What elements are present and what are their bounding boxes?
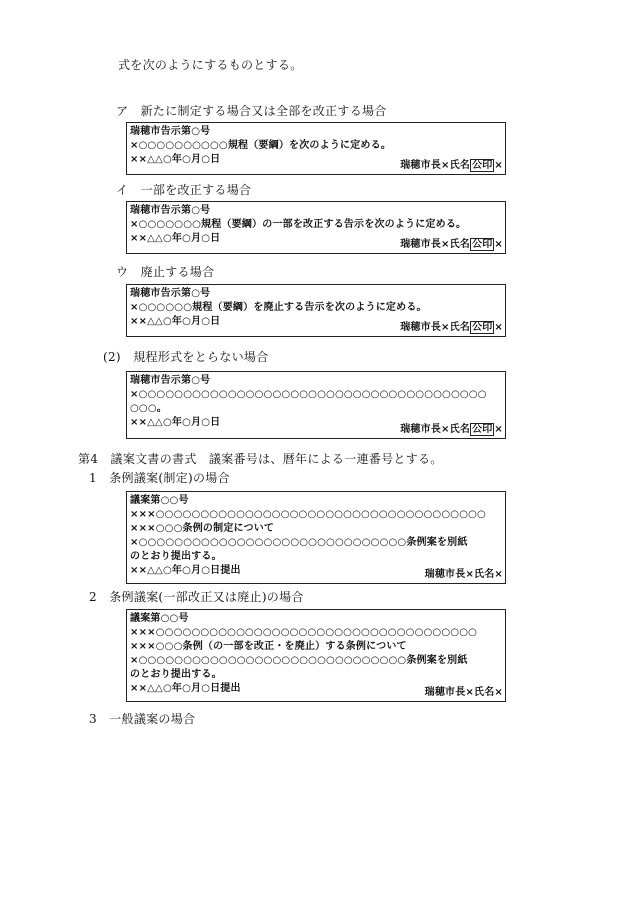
signature: 瑞穂市長×氏名×: [424, 569, 503, 580]
notice-box-a: [126, 122, 506, 175]
notice-date: ××△△○年○月○日: [130, 417, 221, 428]
bill-number: 議案第○○号: [130, 613, 189, 624]
notice-box-u: [126, 284, 506, 337]
notice-number: 瑞穂市告示第○号: [130, 205, 211, 216]
notice-body: ×○○○○○○○規程（要綱）の一部を改正する告示を次のように定める。: [130, 219, 467, 230]
notice-body: ×○○○○○○規程（要綱）を廃止する告示を次のように定める。: [130, 302, 427, 313]
notice-body: ×○○○○○○○○○○○○○○○○○○○○○○○○○○○○○○○○○○○○○○○: [130, 389, 487, 400]
intro-text: 式を次のようにするものとする。: [118, 58, 303, 72]
official-seal: 公印: [472, 160, 493, 171]
bill-line: のとおり提出する。: [130, 551, 222, 562]
signature: 瑞穂市長×氏名×: [424, 687, 503, 698]
signature-name: 瑞穂市長×氏名: [400, 239, 470, 250]
bill-title: ×××○○○条例（の一部を改正・を廃止）する条例について: [130, 641, 407, 652]
bill-line: ×○○○○○○○○○○○○○○○○○○○○○○○○○○○○○○条例案を別紙: [130, 537, 468, 548]
bill-line: ×○○○○○○○○○○○○○○○○○○○○○○○○○○○○○○条例案を別紙: [130, 655, 468, 666]
notice-date: ××△△○年○月○日: [130, 316, 221, 327]
bill-box-1: [126, 491, 506, 584]
section-i-heading: イ 一部を改正する場合: [116, 183, 252, 197]
notice-body: ×○○○○○○○○○○規程（要綱）を次のように定める。: [130, 140, 392, 151]
bill-line: のとおり提出する。: [130, 669, 222, 680]
signature-tail: ×: [494, 239, 503, 250]
notice-box-i: [126, 201, 506, 254]
notice-date: ××△△○年○月○日: [130, 233, 221, 244]
bill-date: ××△△○年○月○日提出: [130, 683, 241, 694]
bill-line: ×××○○○○○○○○○○○○○○○○○○○○○○○○○○○○○○○○○○○○○: [130, 509, 486, 520]
official-seal: 公印: [472, 239, 493, 250]
signature-name: 瑞穂市長×氏名: [400, 160, 470, 171]
signature-name: 瑞穂市長×氏名: [400, 424, 470, 435]
section-4-heading: 第4 議案文書の書式 議案番号は、暦年による一連番号とする。: [78, 452, 443, 466]
official-seal: 公印: [472, 322, 493, 333]
signature-tail: ×: [494, 322, 503, 333]
signature-tail: ×: [494, 160, 503, 171]
signature: [400, 321, 503, 335]
section-2-heading: (2) 規程形式をとらない場合: [103, 350, 269, 364]
notice-number: 瑞穂市告示第○号: [130, 126, 211, 137]
notice-body-cont: ○○○。: [130, 403, 167, 414]
bill-date: ××△△○年○月○日提出: [130, 565, 241, 576]
section-u-heading: ウ 廃止する場合: [116, 265, 215, 279]
signature: [400, 238, 503, 252]
bill-number: 議案第○○号: [130, 495, 189, 506]
bill-box-2: [126, 609, 506, 702]
section-a-heading: ア 新たに制定する場合又は全部を改正する場合: [116, 104, 387, 118]
bill-title: ×××○○○条例の制定について: [130, 523, 275, 534]
item-3-heading: 3 一般議案の場合: [89, 712, 196, 726]
item-2-heading: 2 条例議案(一部改正又は廃止)の場合: [89, 590, 304, 604]
notice-number: 瑞穂市告示第○号: [130, 375, 211, 386]
signature-name: 瑞穂市長×氏名: [400, 322, 470, 333]
item-1-heading: 1 条例議案(制定)の場合: [89, 471, 230, 485]
signature: [400, 159, 503, 173]
notice-number: 瑞穂市告示第○号: [130, 288, 211, 299]
bill-line: ×××○○○○○○○○○○○○○○○○○○○○○○○○○○○○○○○○○○○○: [130, 627, 478, 638]
notice-box-2: [126, 371, 506, 439]
official-seal: 公印: [472, 424, 493, 435]
signature-tail: ×: [494, 424, 503, 435]
signature: [400, 423, 503, 437]
notice-date: ××△△○年○月○日: [130, 154, 221, 165]
